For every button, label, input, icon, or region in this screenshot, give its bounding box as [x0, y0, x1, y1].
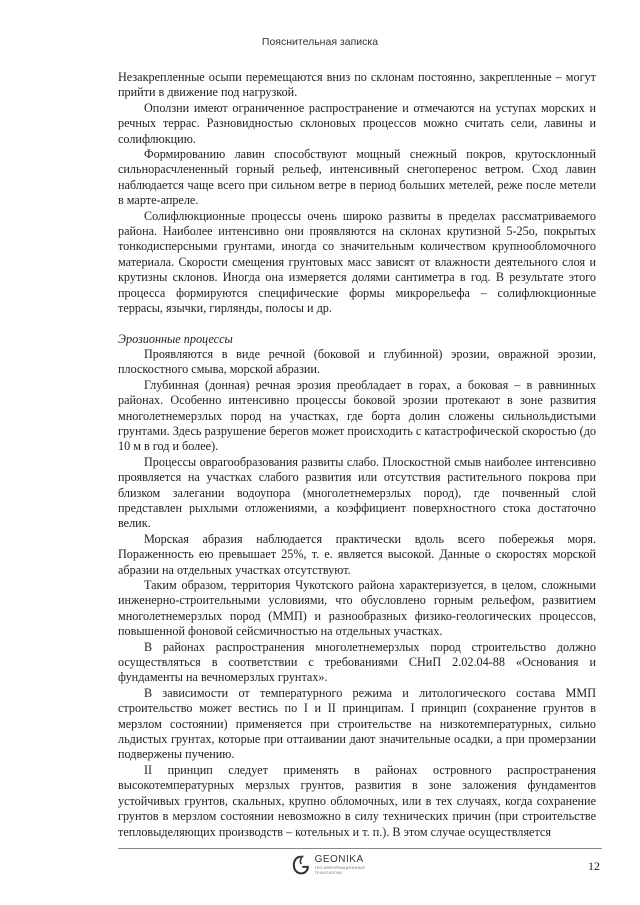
- paragraph: Таким образом, территория Чукотского района характеризуется, в целом, сложными инженерно-строительными условиями, что обусловлено горным рельефом, развитием многолетнемерзлых пород (ММП) и разнообразных физико-геологических процессов, повышенной фоновой сейсмичностью на отдельных участках.: [118, 578, 596, 639]
- paragraph: Незакрепленные осыпи перемещаются вниз по склонам постоянно, закрепленные – могут прийти в движение под нагрузкой.: [118, 70, 596, 100]
- logo-subtitle: ГЕО ИНФОРМАЦИОННЫЕ ТЕХНОЛОГИИ: [314, 865, 366, 875]
- paragraph: II принцип следует применять в районах островного распространения высокотемпературных мерзлых грунтов, развития в зоне заложения фундаментов устойчивых грунтов, скальных, крупно обломочных, или в тех случаях, когда сохранение грунтов в мерзлом состоянии невозможно в силу технических причин (при строительстве тепловыделяющих производств – котельных и т. п.). В этом случае осуществляется: [118, 762, 596, 839]
- page-header-title: Пояснительная записка: [261, 36, 379, 48]
- paragraph: Морская абразия наблюдается практически вдоль всего побережья моря. Пораженность ею превышает 25%, т. е. является высокой. Данные о скоростях морской абразии на отдельных участках отсутствуют.: [118, 531, 596, 577]
- paragraph: Оползни имеют ограниченное распространение и отмечаются на уступах морских и речных террас. Разновидностью склоновых процессов можно считать сели, лавины и солифлюкцию.: [118, 100, 596, 146]
- paragraph: В зависимости от температурного режима и литологического состава ММП строительство может вестись по I и II принципам. I принцип (сохранение грунтов в мерзлом состоянии) применяется при строительстве на низкотемпературных, сильно льдистых грунтах, которые при оттаивании дают значительные осадки, а при промерзании подвержены пучению.: [118, 685, 596, 762]
- paragraph: Проявляются в виде речной (боковой и глубинной) эрозии, овражной эрозии, плоскостного смыва, морской абразии.: [118, 346, 596, 377]
- geonika-logo-icon: [292, 854, 311, 876]
- section-heading: Эрозионные процессы: [118, 331, 233, 346]
- footer-divider: [118, 848, 602, 849]
- paragraph: Процессы оврагообразования развиты слабо. Плоскостной смыв наиболее интенсивно проявляется на участках слабого развития или отсутствия растительного покрова при близком залегании водоупора (многолетнемерзлых пород), где почвенный слой представлен рыхлыми отложениями, а коэффициент поверхностного стока достаточно велик.: [118, 454, 596, 531]
- paragraph: Глубинная (донная) речная эрозия преобладает в горах, а боковая – в равнинных районах. Особенно интенсивно процессы боковой эрозии протекают в зоне развития многолетнемерзлых пород на участках, где борта долин сложены сильнольдистыми грунтами. Здесь разрушение берегов может происходить с катастрофической скоростью (до 10 м в год и более).: [118, 377, 596, 454]
- logo-text-block: [315, 855, 388, 875]
- paragraph: В районах распространения многолетнемерзлых пород строительство должно осуществляться в соответствии с требованиями СНиП 2.02.04-88 «Основания и фундаменты на вечномерзлых грунтах».: [118, 639, 596, 685]
- paragraph: Солифлюкционные процессы очень широко развиты в пределах рассматриваемого района. Наиболее интенсивно они проявляются на склонах крутизной 5-25о, покрытых тонкодисперсными грунтами, иногда со значительным количеством крупнообломочного материала. Скорости смещения грунтовых масс зависят от влажности деятельного слоя и крутизны склонов. Иногда она измеряется долями сантиметра в год. В результате этого процесса формируются специфические формы микрорельефа – солифлюкционные террасы, язычки, гирлянды, полосы и др.: [118, 208, 596, 316]
- document-body: [118, 70, 596, 840]
- logo-text: GEONIKA: [314, 854, 364, 865]
- page-number: 12: [588, 859, 600, 873]
- paragraph: Формированию лавин способствуют мощный снежный покров, крутосклонный сильнорасчлененный горный рельеф, интенсивный снегоперенос ветром. Сход лавин наблюдается чаще всего при сильном ветре в период больших метелей, реже после метели в марте-апреле.: [118, 147, 596, 208]
- geonika-logo: [292, 852, 388, 878]
